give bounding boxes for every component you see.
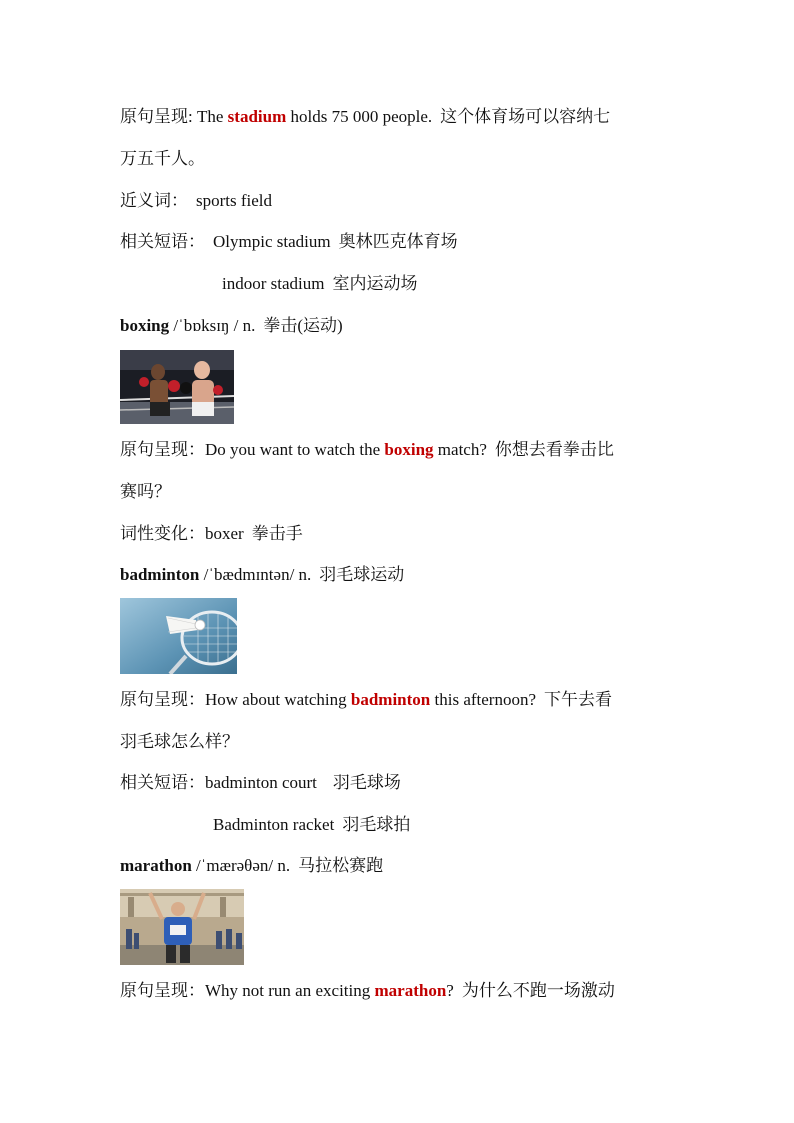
stadium-phrase-2 [222,273,417,295]
sentence-pre: How about watching [205,690,351,709]
phrase-en: Olympic stadium [213,232,331,251]
sentence-pre: The [196,107,228,126]
phrase-zh: 羽毛球拍 [342,815,411,834]
sentence-label: 原句呈现: [120,107,197,126]
boxing-translation-cont: 赛吗？ [120,482,171,501]
badminton-headword [120,564,404,586]
phrase-zh: 奥林匹克体育场 [338,232,458,251]
boxing-photo [120,350,234,424]
sentence-pre: Do you want to watch the [205,440,385,459]
sentence-label: 原句呈现： [120,690,205,709]
sentence-post: ? [446,981,454,1000]
synonym-label: 近义词： [120,191,188,210]
sentence-post: match? [433,440,487,459]
stadium-phrase-1 [120,231,458,253]
phrase-en: indoor stadium [222,274,325,293]
derivative-en: boxer [205,524,244,543]
marathon-headword [120,855,383,877]
boxing-derivative [120,523,303,545]
badminton-phrase-1 [120,772,401,794]
sentence-post: holds 75 000 people. [286,107,433,126]
sentence-translation: 你想去看拳击比 [494,440,614,459]
stadium-translation-cont: 万五千人。 [120,149,205,168]
sentence-label: 原句呈现： [120,440,205,459]
derivative-zh: 拳击手 [251,524,303,543]
meaning: 羽毛球运动 [319,565,405,584]
phrase-en: badminton court [205,773,317,792]
keyword-stadium: stadium [227,107,287,126]
boxing-sentence [120,439,614,461]
badminton-sentence [120,689,612,711]
synonym-value: sports field [196,191,273,210]
stadium-synonym [120,190,272,212]
sentence-pre: Why not run an exciting [205,981,375,1000]
sentence-label: 原句呈现： [120,981,205,1000]
sentence-translation: 这个体育场可以容纳七 [440,107,611,126]
phrase-zh: 室内运动场 [332,274,418,293]
phonetic: /ˈbædmɪntən/ n. [203,565,312,584]
headword: boxing [120,316,170,335]
phonetic: /ˈmærəθən/ n. [196,856,291,875]
keyword-marathon: marathon [374,981,447,1000]
badminton-translation-cont: 羽毛球怎么样？ [120,732,239,751]
marathon-sentence [120,980,615,1002]
derivative-label: 词性变化： [120,524,205,543]
badminton-photo [120,598,237,674]
headword: marathon [120,856,192,875]
sentence-translation: 下午去看 [544,690,613,709]
badminton-phrase-2 [213,814,410,836]
meaning: 马拉松赛跑 [298,856,384,875]
phonetic: /ˈbɒksɪŋ / n. [173,316,256,335]
headword: badminton [120,565,200,584]
phrases-label: 相关短语： [120,232,205,251]
phrases-label: 相关短语： [120,773,205,792]
keyword-badminton: badminton [350,690,431,709]
boxing-headword [120,315,343,337]
phrase-zh: 羽毛球场 [332,773,401,792]
sentence-translation: 为什么不跑一场激动 [461,981,615,1000]
keyword-boxing: boxing [384,440,434,459]
sentence-post: this afternoon? [430,690,537,709]
meaning: 拳击(运动) [263,316,343,335]
marathon-photo [120,889,244,965]
stadium-sentence [120,106,610,128]
phrase-en: Badminton racket [213,815,335,834]
